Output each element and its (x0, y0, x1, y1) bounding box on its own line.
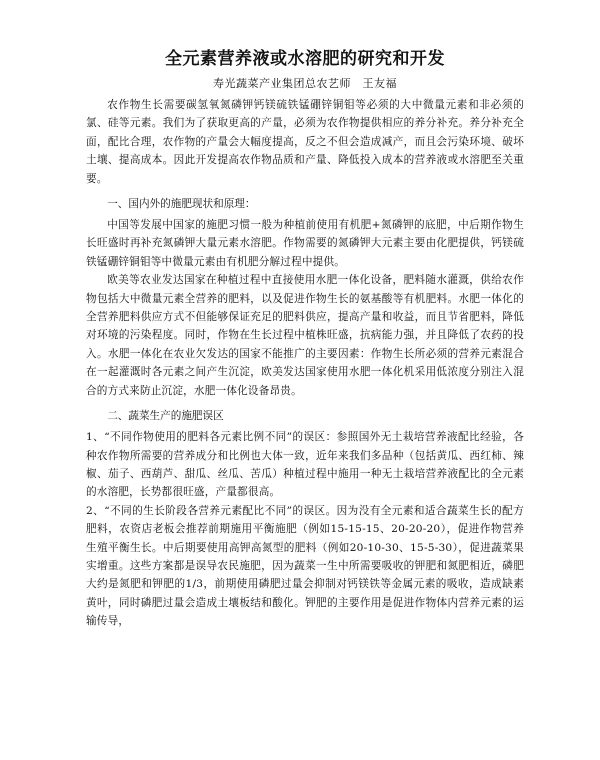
section-1-paragraph-1: 中国等发展中国家的施肥习惯一般为种植前使用有机肥+氮磷钾的底肥，中后期作物生长旺盛时再补充氮磷钾大量元素水溶肥。作物需要的氮磷钾大元素主要由化肥提供，钙镁硫铁锰硼锌铜钼等中微量元素由有机肥分解过程中提供。 (86, 219, 524, 268)
author-byline: 寿光蔬菜产业集团总农艺师 王友福 (213, 77, 397, 90)
spacer (86, 400, 524, 404)
section-2-item-2: 2、“不同的生长阶段各营养元素配比不同”的误区。因为没有全元素和适合蔬菜生长的配方肥料，农资店老板会推荐前期施用平衡施肥（例如15-15-15、20-20-20），促进作物营养生殖平衡生长。中后期要使用高钾高氮型的肥料（例如20-10-30、15-5-30），促进蔬菜果实增重。这些方案都是误导农民施肥，因为蔬菜一生中所需要吸收的钾肥和氮肥相近，磷肥大约是氮肥和钾肥的1/3，前期使用磷肥过量会抑制对钙镁铁等金属元素的吸收，造成缺素黄叶，同时磷肥过量会造成土壤板结和酸化。钾肥的主要作用是促进作物体内营养元素的运输传导， (86, 504, 524, 628)
document-title: 全元素营养液或水溶肥的研究和开发 (165, 49, 445, 69)
spacer (86, 188, 524, 192)
section-1-heading: 一、国内外的施肥现状和原理： (107, 198, 256, 211)
intro-paragraph: 农作物生长需要碳氢氧氮磷钾钙镁硫铁锰硼锌铜钼等必须的大中微量元素和非必须的氯、硅等元素。我们为了获取更高的产量，必须为农作物提供相应的养分补充。养分补充全面，配比合理，农作物的产量会大幅度提高，反之不但会造成减产，而且会污染环境、破坏土壤、提高成本。因此开发提高农作物品质和产量、降低投入成本的营养液或水溶肥至关重要。 (86, 99, 524, 185)
section-1-paragraph-2: 欧美等农业发达国家在种植过程中直接使用水肥一体化设备，肥料随水灌溉，供给农作物包括大中微量元素全营养的肥料，以及促进作物生长的氨基酸等有机肥料。水肥一体化的全营养肥料供应方式不但能够保证充足的肥料供应，提高产量和收益，而且节省肥料，降低对环境的污染程度。同时，作物在生长过程中植株旺盛，抗病能力强，并且降低了农药的投入。水肥一体化在农业欠发达的国家不能推广的主要因素：作物生长所必须的营养元素混合在一起灌溉时各元素之间产生沉淀，欧美发达国家使用水肥一体化机采用低浓度分别注入混合的方式来防止沉淀，水肥一体化设备昂贵。 (86, 274, 524, 397)
section-2-heading: 二、蔬菜生产的施肥误区 (107, 410, 224, 423)
section-2-item-1: 1、“不同作物使用的肥料各元素比例不同”的误区：参照国外无土栽培营养液配比经验，各种农作物所需要的营养成分和比例也大体一致，近年来我们多品种（包括黄瓜、西红柿、辣椒、茄子、西葫芦、甜瓜、丝瓜、苦瓜）种植过程中施用一种无土栽培营养液配比的全元素的水溶肥，长势都很旺盛，产量都很高。 (86, 431, 524, 499)
